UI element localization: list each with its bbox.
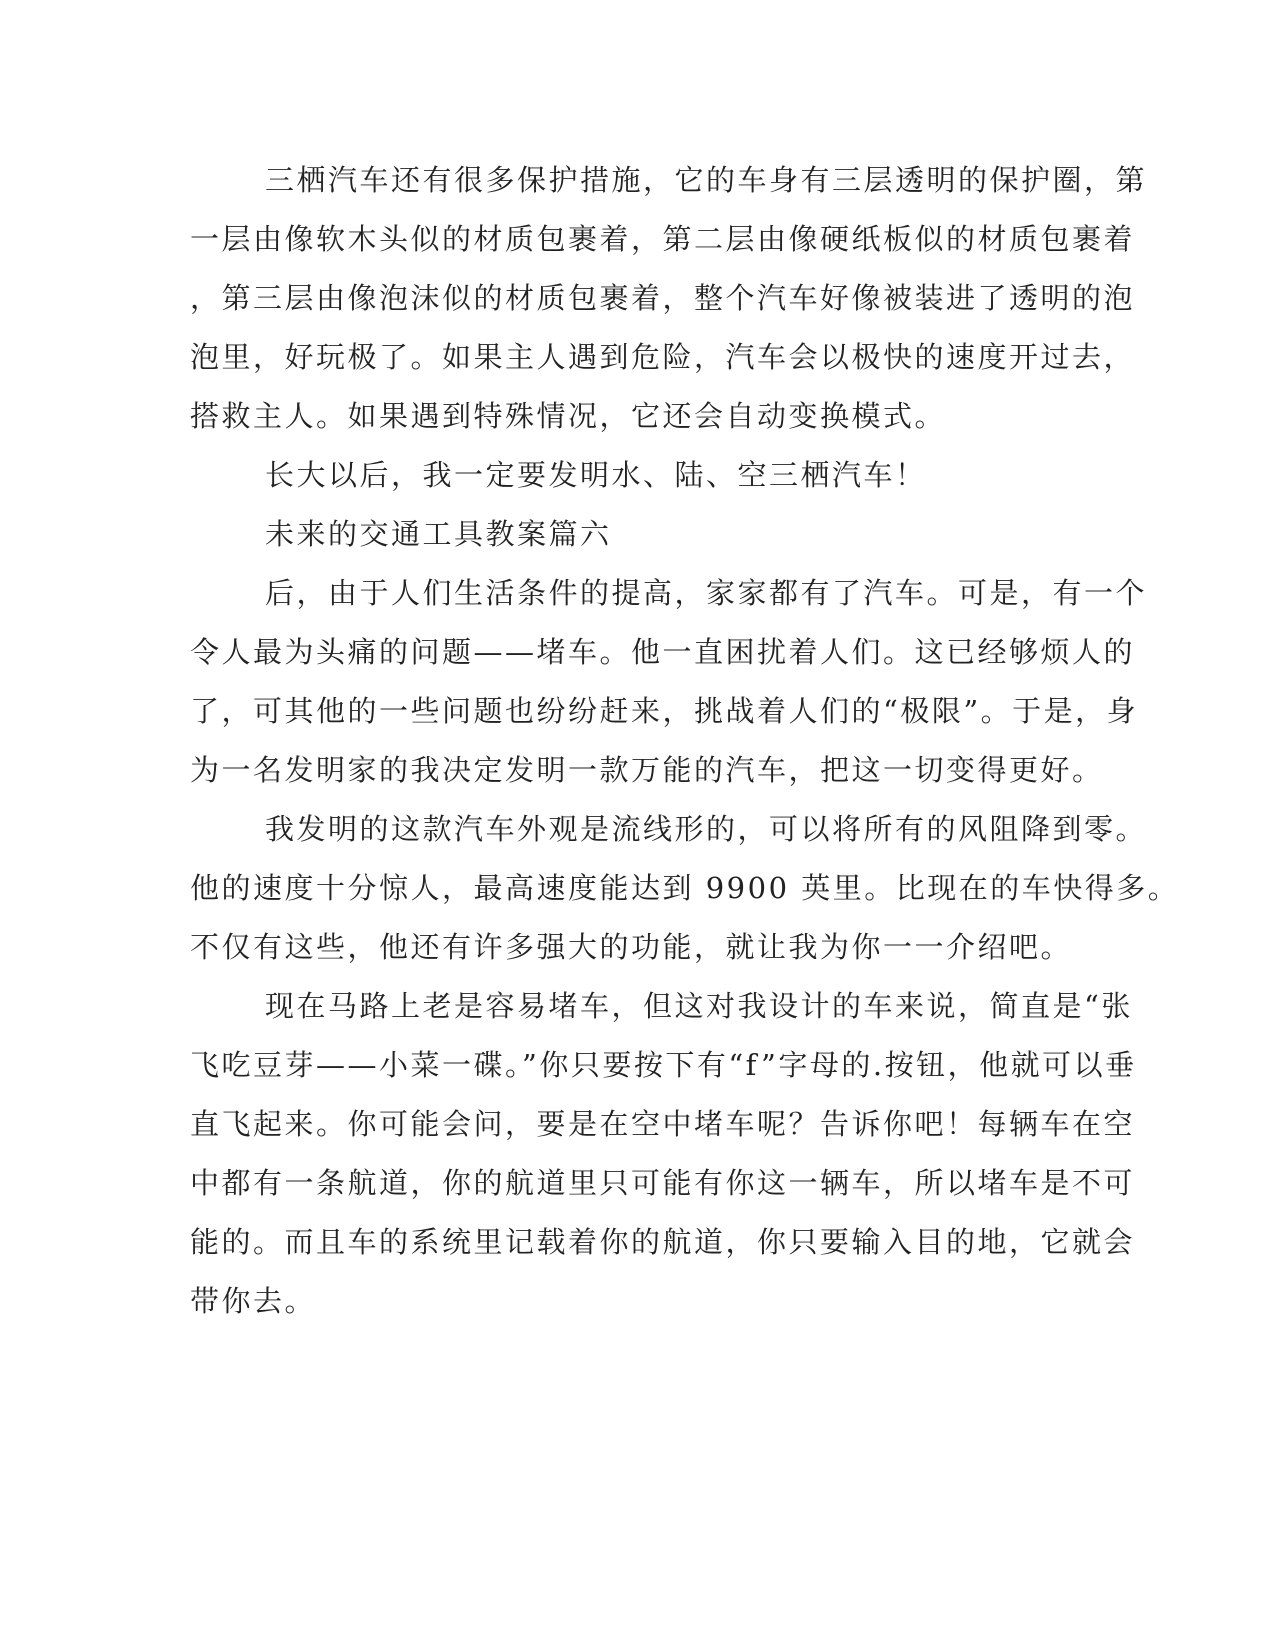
text-line: ，第三层由像泡沫似的材质包裹着，整个汽车好像被装进了透明的泡 [190, 281, 1136, 315]
text-line: 带你去。 [190, 1284, 317, 1318]
text-line: 他的速度十分惊人，最高速度能达到 9900 英里。比现在的车快得多。 [190, 871, 1180, 905]
text-line: 长大以后，我一定要发明水、陆、空三栖汽车！ [265, 458, 927, 492]
text-line: 中都有一条航道，你的航道里只可能有你这一辆车，所以堵车是不可 [190, 1166, 1136, 1200]
text-line: 不仅有这些，他还有许多强大的功能，就让我为你一一介绍吧。 [190, 930, 1073, 964]
text-line: 了，可其他的一些问题也纷纷赶来，挑战着人们的“极限”。于是，身 [190, 694, 1139, 728]
text-line: 现在马路上老是容易堵车，但这对我设计的车来说，简直是“张 [265, 989, 1133, 1023]
text-line: 搭救主人。如果遇到特殊情况，它还会自动变换模式。 [190, 399, 947, 433]
text-line: 飞吃豆芽——小菜一碟。”你只要按下有“f”字母的.按钮，他就可以垂 [190, 1048, 1137, 1082]
text-line: 一层由像软木头似的材质包裹着，第二层由像硬纸板似的材质包裹着 [190, 222, 1136, 256]
text-line: 我发明的这款汽车外观是流线形的，可以将所有的风阻降到零。 [265, 812, 1148, 846]
text-line: 三栖汽车还有很多保护措施，它的车身有三层透明的保护圈，第 [265, 163, 1148, 197]
text-line: 直飞起来。你可能会问，要是在空中堵车呢？告诉你吧！每辆车在空 [190, 1107, 1136, 1141]
text-line: 后，由于人们生活条件的提高，家家都有了汽车。可是，有一个 [265, 576, 1148, 610]
text-line: 能的。而且车的系统里记载着你的航道，你只要输入目的地，它就会 [190, 1225, 1136, 1259]
text-line: 为一名发明家的我决定发明一款万能的汽车，把这一切变得更好。 [190, 753, 1104, 787]
text-line: 令人最为头痛的问题——堵车。他一直困扰着人们。这已经够烦人的 [190, 635, 1136, 669]
section-heading: 未来的交通工具教案篇六 [265, 517, 612, 551]
text-line: 泡里，好玩极了。如果主人遇到危险，汽车会以极快的速度开过去， [190, 340, 1136, 374]
